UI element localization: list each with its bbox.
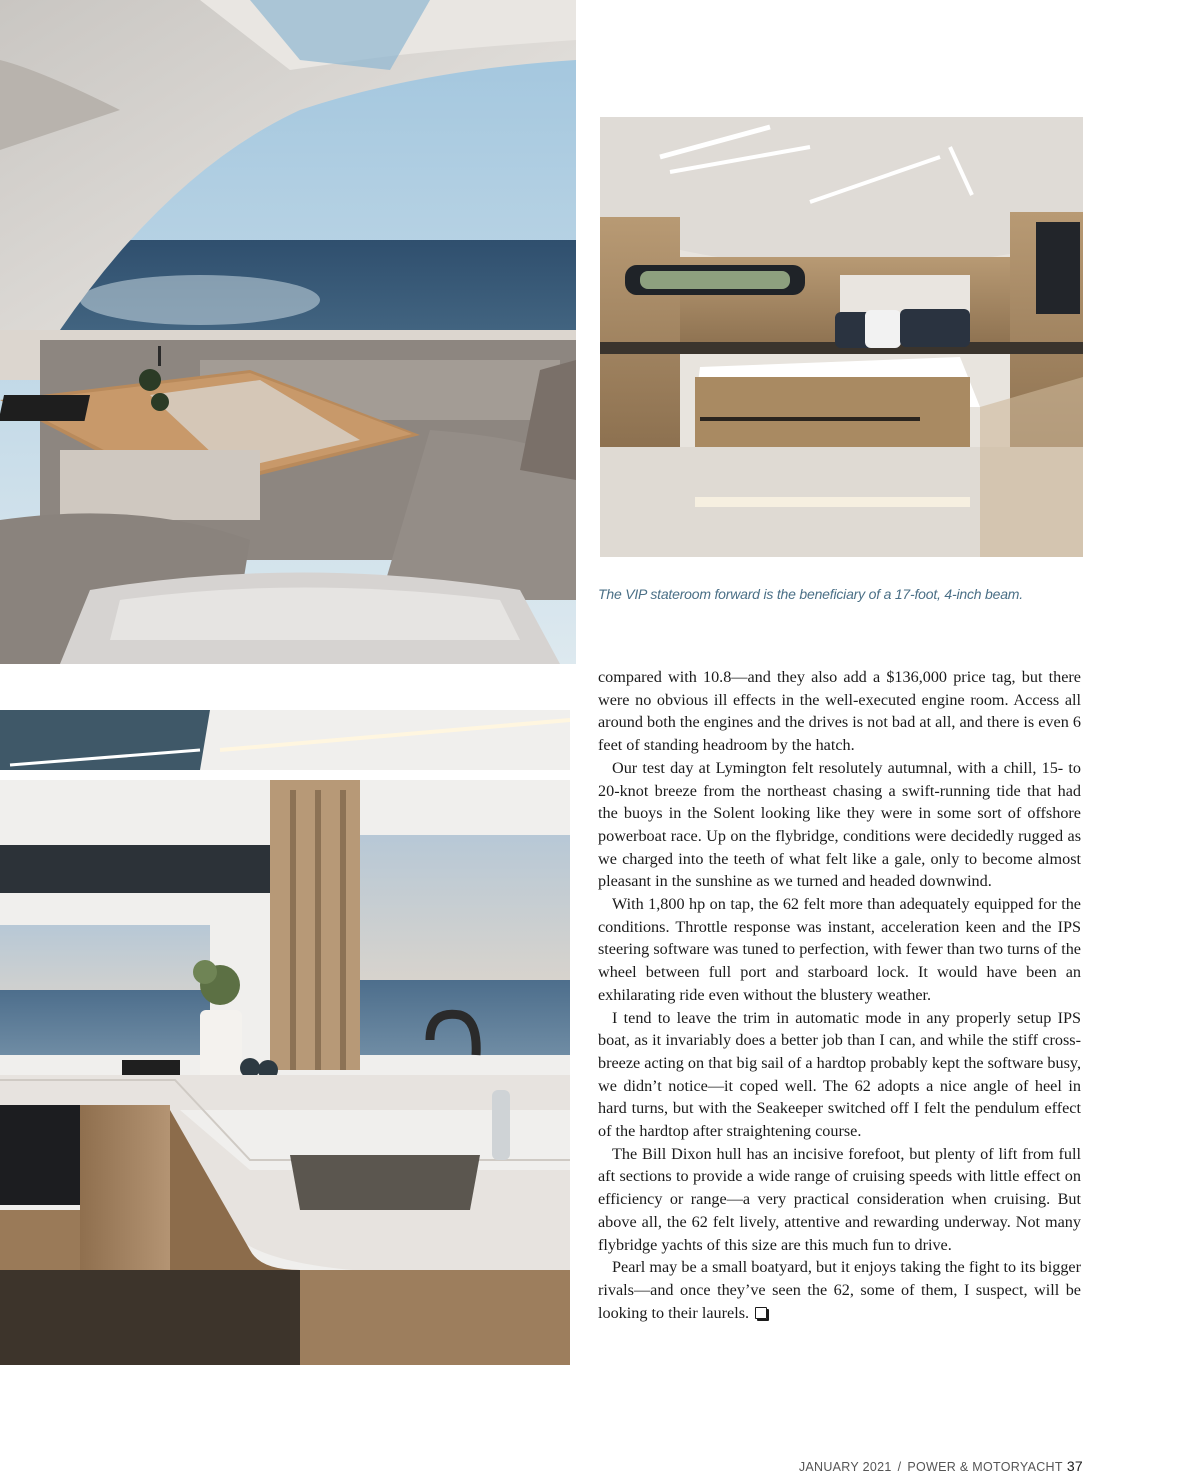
vip-stateroom-photo: [600, 117, 1083, 557]
article-paragraph: I tend to leave the trim in automatic mode in any properly setup IPS boat, as it invariably does a better job than I can, and while the stiff cross-breeze acting on that big sail of a hardtop probably kept the software busy, we didn’t notice—it coped well. The 62 adopts a nice angle of heel in hard turns, but with the Seakeeper switched off I felt the pendulum effect of the hardtop after straightening course.: [598, 1008, 1081, 1141]
folio-separator: /: [897, 1460, 902, 1474]
article-paragraph: With 1,800 hp on tap, the 62 felt more than adequately equipped for the conditions. Throttle response was instant, acceleration keen and the IPS steering software was tuned to perfection, with fewer than two turns of the wheel between full port and starboard lock. It would have been an exhilarating ride even without the blustery weather.: [598, 895, 1081, 1004]
end-of-article-icon: [755, 1307, 767, 1319]
article-paragraph: compared with 10.8—and they also add a $136,000 price tag, but there were no obvious ill effects in the well-executed engine room. Access all around both the engines and the drives is not bad at all, and there is even 6 feet of standing headroom by the hatch.: [598, 668, 1081, 755]
article-body: [598, 666, 1081, 1324]
galley-photo: [0, 710, 570, 1365]
page-folio: [799, 1458, 1083, 1474]
article-paragraph: The Bill Dixon hull has an incisive forefoot, but plenty of lift from full aft sections to provide a wide range of cruising speeds with little effect on efficiency or range—a very practical consideration when cruising. But above all, the 62 felt lively, attentive and rewarding underway. Not many flybridge yachts of this size are this much fun to drive.: [598, 1144, 1081, 1254]
folio-issue: JANUARY 2021: [798, 1460, 892, 1474]
article-paragraph-text: Pearl may be a small boatyard, but it enjoys taking the fight to its bigger rivals—and once they’ve seen the 62, some of them, I suspect, will be looking to their laurels.: [598, 1258, 1081, 1322]
page-number: 37: [1066, 1458, 1083, 1474]
folio-magazine: POWER & MOTORYACHT: [907, 1460, 1063, 1474]
article-last-paragraph: [598, 1256, 1081, 1324]
photo-caption: The VIP stateroom forward is the beneficiary of a 17-foot, 4-inch beam.: [598, 586, 1023, 602]
salon-photo: [0, 0, 576, 664]
article-paragraph: Our test day at Lymington felt resolutely autumnal, with a chill, 15- to 20-knot breeze from the northeast chasing a swift-running tide that had the buoys in the Solent looking like they were in some sort of offshore powerboat race. Up on the flybridge, conditions were decidedly rugged as we charged into the teeth of what felt like a gale, only to become almost pleasant in the sunshine as we turned and headed downwind.: [598, 758, 1081, 891]
